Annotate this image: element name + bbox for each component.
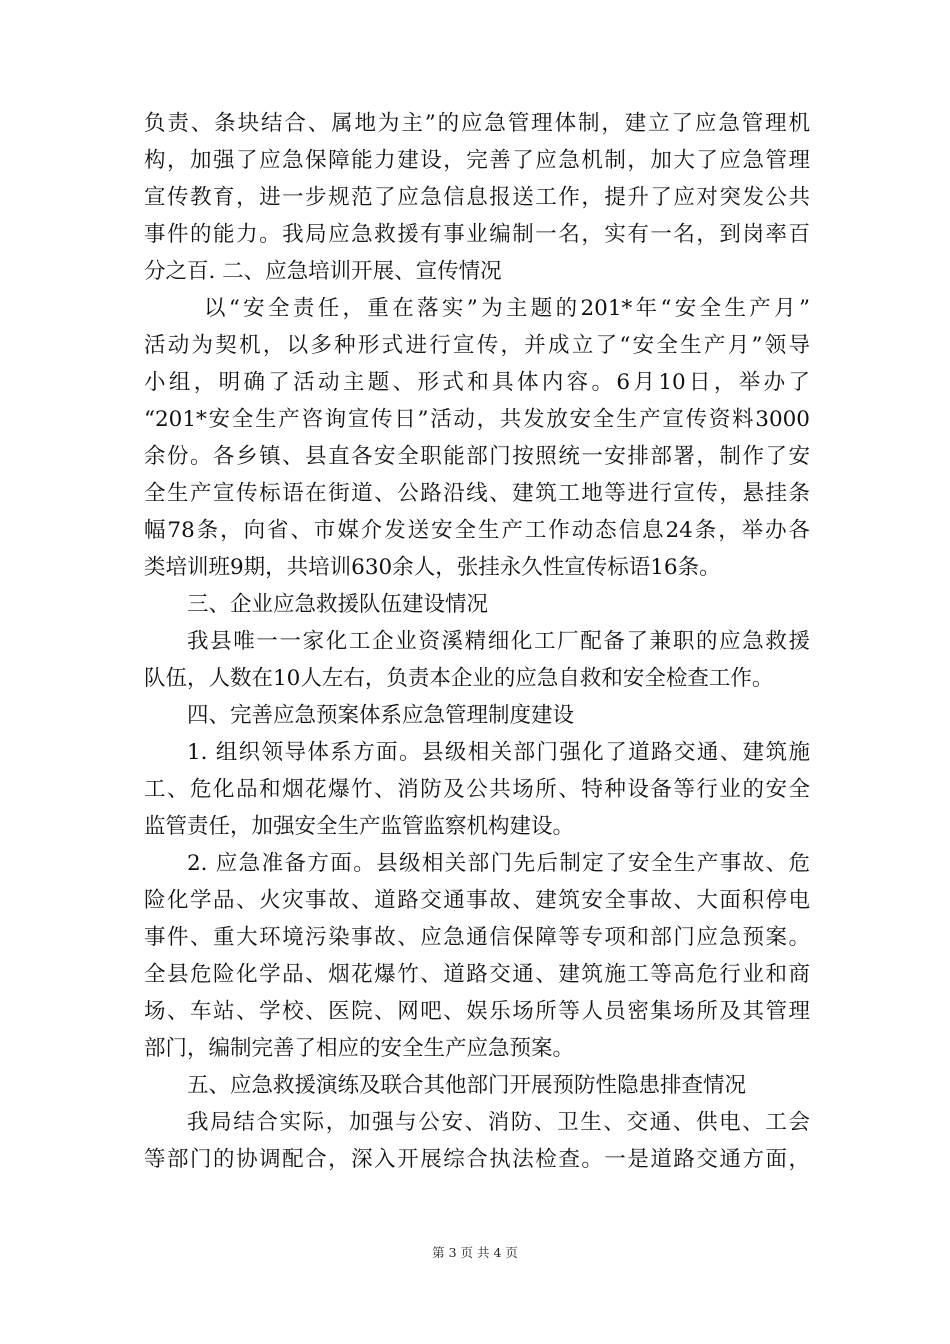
- section-heading: 三、企业应急救援队伍建设情况: [187, 592, 489, 617]
- text-line: 监管责任，加强安全生产监管监察机构建设。: [144, 814, 575, 839]
- text-line: 类培训班9期，共培训630余人，张挂永久性宣传标语16条。: [144, 555, 721, 580]
- section-heading: 五、应急救援演练及联合其他部门开展预防性隐患排查情况: [187, 1073, 747, 1098]
- text-line: 工、危化品和烟花爆竹、消防及公共场所、特种设备等行业的安全: [144, 777, 810, 802]
- text-line: 部门，编制完善了相应的安全生产应急预案。: [144, 1036, 575, 1061]
- text-line: 分之百. 二、应急培训开展、宣传情况: [144, 259, 502, 284]
- paragraph-start: 1. 组织领导体系方面。县级相关部门强化了道路交通、建筑施: [187, 740, 810, 765]
- text-line: 全生产宣传标语在街道、公路沿线、建筑工地等进行宣传，悬挂条: [144, 481, 810, 506]
- text-line: 等部门的协调配合，深入开展综合执法检查。一是道路交通方面，: [144, 1147, 810, 1172]
- text-line: 全县危险化学品、烟花爆竹、道路交通、建筑施工等高危行业和商: [144, 962, 810, 987]
- paragraph-start: 2. 应急准备方面。县级相关部门先后制定了安全生产事故、危: [187, 851, 810, 876]
- text-line: 事件的能力。我局应急救援有事业编制一名，实有一名，到岗率百: [144, 222, 810, 247]
- text-line: 场、车站、学校、医院、网吧、娱乐场所等人员密集场所及其管理: [144, 999, 810, 1024]
- text-line: 队伍，人数在10人左右，负责本企业的应急自救和安全检查工作。: [144, 666, 774, 691]
- page-footer: [0, 1245, 950, 1261]
- text-line: 幅78条，向省、市媒介发送安全生产工作动态信息24条，举办各: [144, 518, 810, 543]
- text-line: 活动为契机，以多种形式进行宣传，并成立了“安全生产月”领导: [144, 333, 810, 358]
- text-line: 事件、重大环境污染事故、应急通信保障等专项和部门应急预案。: [144, 925, 810, 950]
- paragraph-start: 我局结合实际，加强与公安、消防、卫生、交通、供电、工会: [187, 1110, 810, 1135]
- text-line: 小组，明确了活动主题、形式和具体内容。6月10日，举办了: [144, 370, 810, 395]
- section-heading: 四、完善应急预案体系应急管理制度建设: [187, 703, 575, 728]
- text-line: 宣传教育，进一步规范了应急信息报送工作，提升了应对突发公共: [144, 185, 810, 210]
- page-number: 第 3 页 共 4 页: [432, 1245, 518, 1260]
- paragraph-start: 以“安全责任，重在落实”为主题的201*年“安全生产月”: [204, 296, 810, 321]
- text-line: 构，加强了应急保障能力建设，完善了应急机制，加大了应急管理: [144, 148, 810, 173]
- text-line: 负责、条块结合、属地为主”的应急管理体制，建立了应急管理机: [144, 111, 810, 136]
- paragraph-start: 我县唯一一家化工企业资溪精细化工厂配备了兼职的应急救援: [187, 629, 810, 654]
- text-line: 险化学品、火灾事故、道路交通事故、建筑安全事故、大面积停电: [144, 888, 810, 913]
- text-line: “201*安全生产咨询宣传日”活动，共发放安全生产宣传资料3000: [144, 407, 810, 432]
- text-line: 余份。各乡镇、县直各安全职能部门按照统一安排部署，制作了安: [144, 444, 810, 469]
